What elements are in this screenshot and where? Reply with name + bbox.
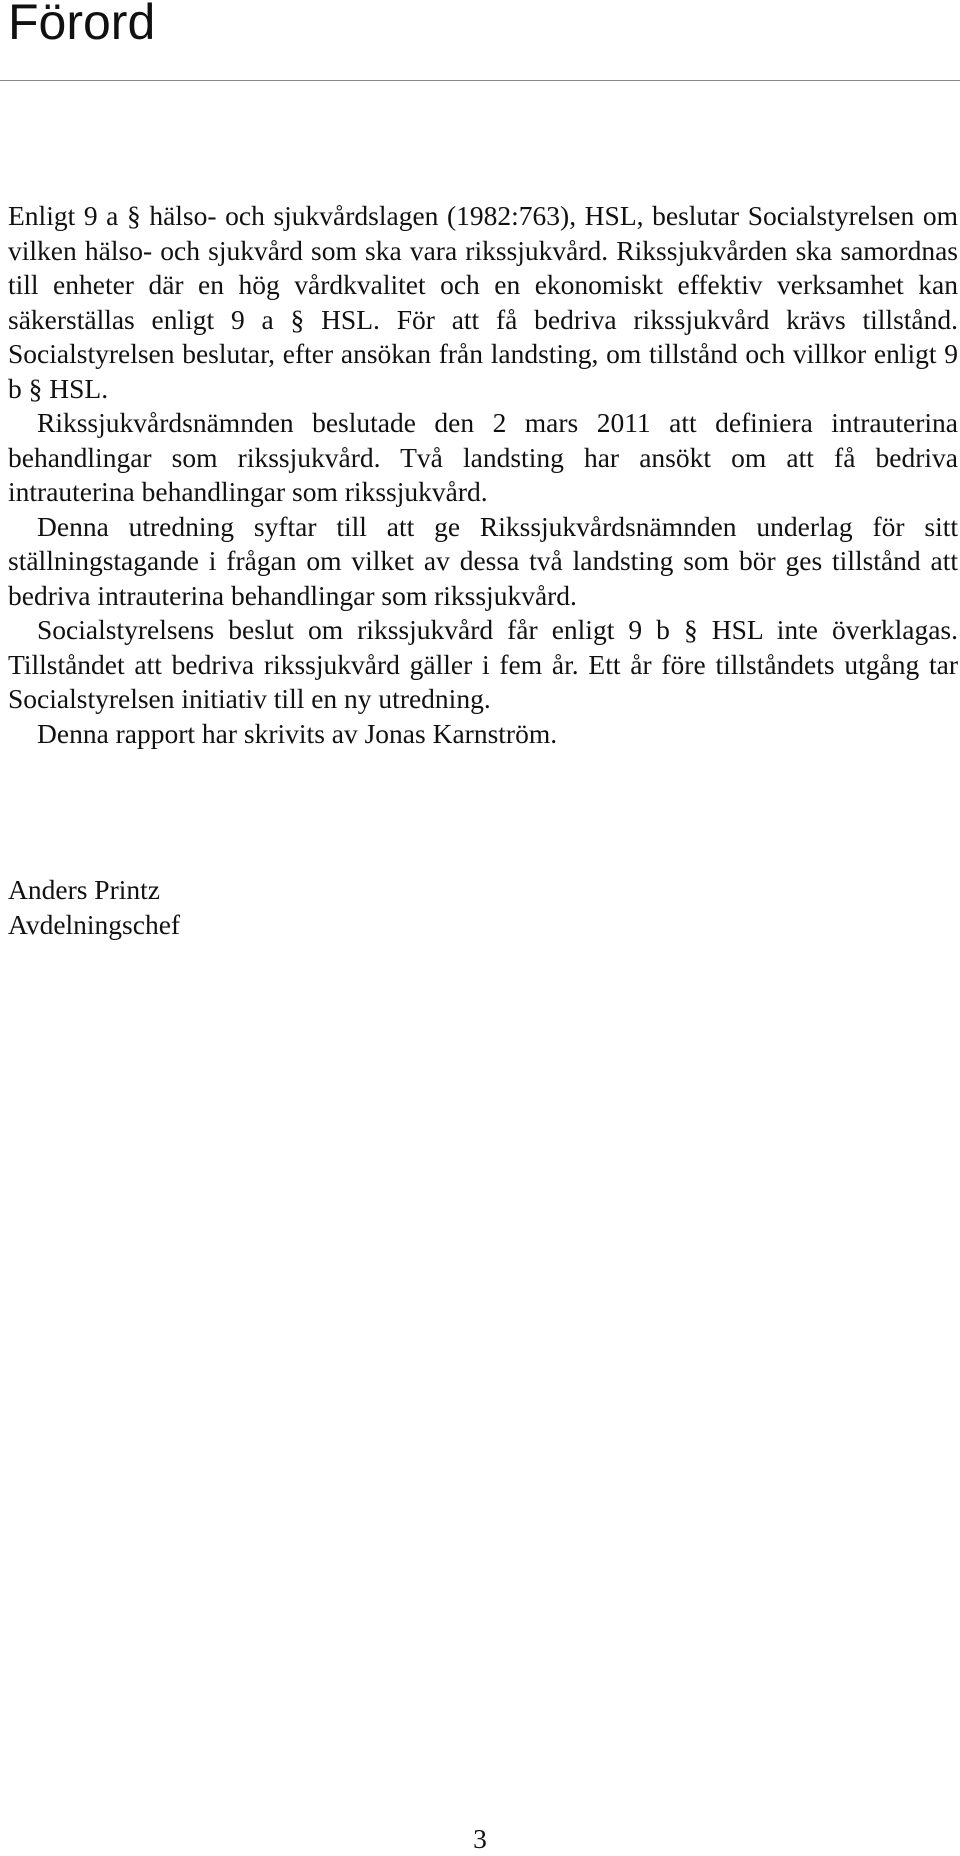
page-number: 3 (473, 1823, 487, 1854)
signatory-name: Anders Printz (8, 874, 160, 905)
title-divider (0, 80, 960, 81)
paragraph-1: Enligt 9 a § hälso- och sjukvårdslagen (1982:763), HSL, beslutar Socialstyrelsen om vilken hälso- och sjukvård som ska vara rikssjukvård. Rikssjukvården ska samordnas till enheter där en hög vårdkvalitet och en ekonomiskt effektiv verksamhet kan säkerställas enligt 9 a § HSL. För att få bedriva rikssjukvård krävs tillstånd. Socialstyrelsen beslutar, efter ansökan från landsting, om tillstånd och villkor enligt 9 b § HSL. (8, 200, 958, 404)
paragraph-4: Socialstyrelsens beslut om rikssjukvård får enligt 9 b § HSL inte överklagas. Tillståndet att bedriva rikssjukvård gäller i fem år. Ett år före tillståndets utgång tar Socialstyrelsen initiativ till en ny utredning. (8, 614, 958, 714)
paragraph-2: Rikssjukvårdsnämnden beslutade den 2 mars 2011 att definiera intrauterina behandlingar som rikssjukvård. Två landsting har ansökt om att få bedriva intrauterina behandlingar som rikssjukvård. (8, 407, 958, 507)
signatory-role: Avdelningschef (8, 908, 181, 940)
signature-block (8, 873, 180, 942)
paragraph-3: Denna utredning syftar till att ge Rikssjukvårdsnämnden underlag för sitt ställningstagande i frågan om vilket av dessa två landsting som bör ges tillstånd att bedriva intrauterina behandlingar som rikssjukvård. (8, 510, 958, 611)
page-title: Förord (8, 0, 156, 50)
paragraph-5: Denna rapport har skrivits av Jonas Karnström. (37, 717, 558, 749)
foreword-body (8, 199, 958, 751)
